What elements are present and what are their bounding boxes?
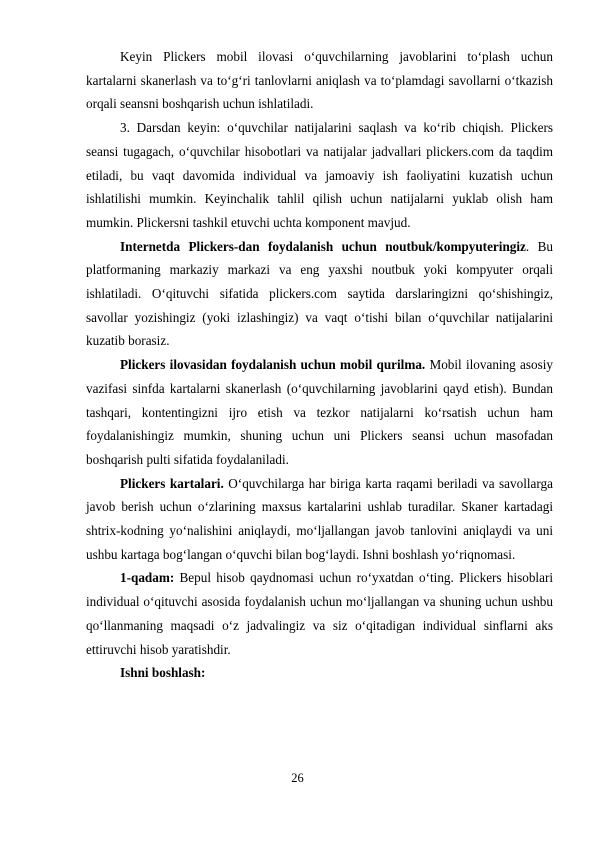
paragraph-text: 3. Darsdan keyin: o‘quvchilar natijalarini saqlash va ko‘rib chiqish. Plickers seansi tugagach, o‘quvchilar hisobotlari va natijalar jadvallari plickers.com da taqdim etiladi, bu vaqt davomida individual va jamoaviy ish faoliyatini kuzatish uchun ishlatilishi mumkin. Keyinchalik tahlil qilish uchun natijalarni yuklab olish ham mumkin. Plickersni tashkil etuvchi uchta komponent mavjud. [86, 120, 553, 230]
paragraph-getting-started [86, 661, 553, 685]
paragraph-plickers-cards [86, 472, 553, 567]
paragraph-text: Bepul hisob qaydnomasi uchun ro‘yxatdan o‘ting. Plickers hisoblari individual o‘qituvchi asosida foydalanish uchun mo‘ljallangan va shuning uchun ushbu qo‘llanmaning maqsadi o‘z jadvalingiz va siz o‘qitadigan individual sinflarni aks ettiruvchi hisob yaratishdir. [86, 570, 553, 657]
paragraph-mobile-device [86, 353, 553, 472]
paragraph-lead: 1-qadam: [120, 570, 175, 586]
paragraph-lead: Plickers ilovasidan foydalanish uchun mobil qurilma. [120, 357, 426, 373]
paragraph-text: Mobil ilovaning asosiy vazifasi sinfda kartalarni skanerlash (o‘quvchilarning javoblarini qayd etish). Bundan tashqari, kontentingizni ijro etish va tezkor natijalarni ko‘rsatish uchun ham foydalanishingiz mumkin, shuning uchun uni Plickers seansi uchun masofadan boshqarish pulti sifatida foydalaniladi. [86, 357, 553, 467]
paragraph-plickers-app-intro [86, 45, 553, 116]
paragraph-text: Keyin Plickers mobil ilovasi o‘quvchilarning javoblarini to‘plash uchun kartalarni skanerlash va to‘g‘ri tanlovlarni aniqlash va to‘plamdagi savollarni o‘tkazish orqali seansni boshqarish uchun ishlatiladi. [86, 49, 553, 112]
paragraph-laptop-computer [86, 235, 553, 354]
document-body [86, 45, 553, 685]
paragraph-text: . Bu platformaning markaziy markazi va eng yaxshi noutbuk yoki kompyuter orqali ishlatiladi. O‘qituvchi sifatida plickers.com saytida darslaringizni qo‘shishingiz, savollar yozishingiz (yoki izlashingiz) va vaqt o‘tishi bilan o‘quvchilar natijalarini kuzatib borasiz. [86, 238, 554, 349]
paragraph-step-1 [86, 566, 553, 661]
paragraph-lead: Plickers kartalari. [120, 475, 224, 491]
paragraph-lead: Ishni boshlash: [120, 665, 206, 681]
paragraph-lead: Internetda Plickers-dan foydalanish uchun noutbuk/kompyuteringiz [120, 238, 526, 254]
page-number: 26 [291, 771, 304, 785]
paragraph-text: O‘quvchilarga har biriga karta raqami beriladi va savollarga javob berish uchun o‘zlarining maxsus kartalarini ushlab turadilar. Skaner kartadagi shtrix-kodning yo‘nalishini aniqlaydi, mo‘ljallangan javob tanlovini aniqlaydi va uni ushbu kartaga bog‘langan o‘quvchi bilan bog‘laydi. Ishni boshlash yo‘riqnomasi. [86, 475, 554, 562]
paragraph-after-lesson [86, 116, 553, 235]
